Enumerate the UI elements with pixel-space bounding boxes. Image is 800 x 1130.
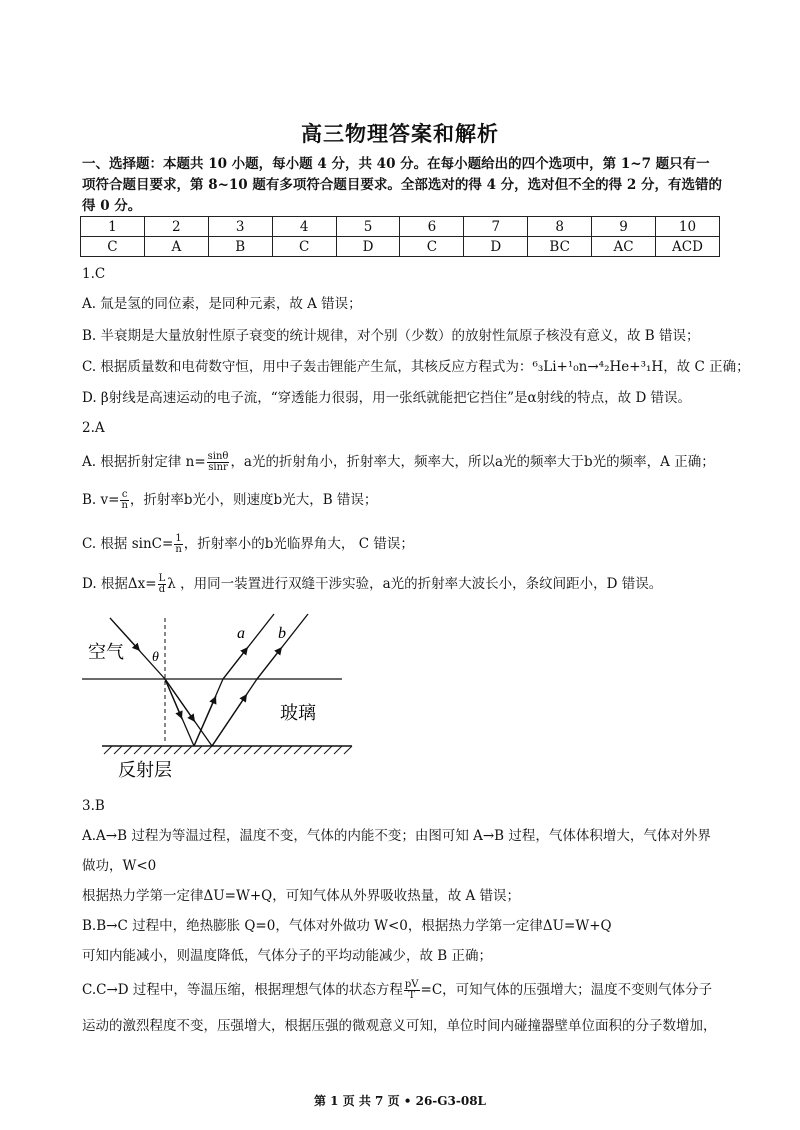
fraction-numerator: c: [121, 489, 128, 500]
fraction-numerator: L: [158, 573, 166, 584]
q1-option-b: B. 半衰期是大量放射性原子衰变的统计规律，对个别（少数）的放射性氚原子核没有意义，故 B 错误；: [82, 328, 700, 344]
fraction-denominator: n: [121, 500, 128, 511]
question-number-cell: 4: [272, 217, 336, 237]
q2-option-d: [82, 574, 732, 595]
answer-cell: D: [336, 237, 400, 257]
nuclear-equation: ⁶₃Li+¹₀n→⁴₂He+³₁H: [532, 359, 664, 375]
refraction-fraction: [207, 452, 230, 473]
answer-cell: ACD: [656, 237, 720, 257]
q3-option-b-line2: 可知内能减小，则温度降低，气体分子的平均动能减少，故 B 正确；: [82, 948, 493, 964]
state-equation-fraction: [404, 980, 420, 1001]
q2-option-c-conclusion: ，折射率小的b光临界角大， C 错误；: [183, 536, 414, 552]
q2-option-d-text: D. 根据Δx=: [82, 576, 157, 592]
fraction-denominator: T: [408, 990, 416, 1001]
question-number-cell: 9: [592, 217, 656, 237]
q2-option-b: [82, 490, 732, 511]
q3-option-c-line2: 运动的激烈程度不变，压强增大，根据压强的微观意义可知，单位时间内碰撞器壁单位面积的分子数增加，: [82, 1018, 717, 1034]
q1-option-d: D. β射线是高速运动的电子流，“穿透能力很弱，用一张纸就能把它挡住”是α射线的特点，故 D 错误。: [82, 390, 692, 406]
fringe-fraction: [158, 574, 167, 595]
speed-fraction: [120, 490, 128, 511]
fraction-denominator: d: [158, 584, 166, 595]
q2-option-a: [82, 452, 732, 473]
question-number-cell: 8: [528, 217, 592, 237]
q3-option-a-line2: 做功，W<0: [82, 858, 157, 874]
label-ray-a: a: [237, 625, 245, 642]
reflective-layer-hatch: [104, 746, 352, 754]
label-reflective-layer: 反射层: [118, 760, 172, 780]
answer-table: [80, 216, 720, 257]
answer-cell: A: [144, 237, 208, 257]
fraction-denominator: n: [175, 544, 182, 555]
q2-option-c: [82, 534, 732, 555]
answer-table-number-row: [81, 217, 720, 237]
question-number-cell: 10: [656, 217, 720, 237]
q3-option-a-line1: A.A→B 过程为等温过程，温度不变，气体的内能不变；由图可知 A→B 过程，气体体积增大，气体对外界: [82, 828, 711, 844]
refraction-diagram: [82, 606, 382, 786]
q2-heading: 2.A: [82, 420, 105, 436]
q3-option-c-line1: [82, 980, 732, 1001]
label-air: 空气: [88, 642, 124, 662]
answer-cell: BC: [528, 237, 592, 257]
question-number-cell: 3: [208, 217, 272, 237]
q2-option-a-conclusion: ，a光的折射角小，折射率大，频率大，所以a光的频率大于b光的频率，A 正确；: [230, 454, 715, 470]
page-title: 高三物理答案和解析: [301, 121, 499, 146]
question-number-cell: 1: [81, 217, 145, 237]
q2-option-a-text: A. 根据折射定律 n=: [82, 454, 206, 470]
fraction-numerator: pV: [404, 979, 419, 990]
q3-option-c-conclusion: =C，可知气体的压强增大；温度不变则气体分子: [420, 982, 713, 998]
label-glass: 玻璃: [280, 703, 316, 723]
q2-option-b-conclusion: ，折射率b光小，则速度b光大，B 错误；: [129, 492, 378, 508]
question-number-cell: 5: [336, 217, 400, 237]
answer-cell: D: [464, 237, 528, 257]
q2-option-d-conclusion: λ ，用同一装置进行双缝干涉实验，a光的折射率大波长小，条纹间距小，D 错误。: [167, 576, 663, 592]
fraction-denominator: sinr: [208, 462, 228, 473]
fraction-numerator: sinθ: [207, 451, 229, 462]
section-intro: 一、选择题：本题共 10 小题，每小题 4 分，共 40 分。在每小题给出的四个选项中，第 1~7 题只有一项符合题目要求，第 8~10 题有多项符合题目要求。全部选对的得 4 分，选对但不全的得 2 分，有选错的得 0 分。: [82, 156, 722, 214]
answer-cell: C: [400, 237, 464, 257]
q3-option-a-line3: 根据热力学第一定律ΔU=W+Q，可知气体从外界吸收热量，故 A 错误；: [82, 888, 521, 904]
critical-angle-fraction: [174, 534, 182, 555]
answer-cell: AC: [592, 237, 656, 257]
question-number-cell: 6: [400, 217, 464, 237]
answer-cell: C: [81, 237, 145, 257]
answer-cell: C: [272, 237, 336, 257]
q2-option-b-text: B. v=: [82, 492, 120, 508]
q1-option-a: A. 氚是氢的同位素，是同种元素，故 A 错误；: [82, 296, 362, 312]
q1-option-c: [82, 357, 750, 377]
answer-table-answer-row: [81, 237, 720, 257]
q2-option-c-text: C. 根据 sinC=: [82, 536, 174, 552]
fraction-numerator: 1: [175, 533, 182, 544]
question-number-cell: 2: [144, 217, 208, 237]
label-ray-b: b: [278, 625, 286, 642]
q3-heading: 3.B: [82, 798, 105, 814]
question-number-cell: 7: [464, 217, 528, 237]
q3-option-b-line1: B.B→C 过程中，绝热膨胀 Q=0，气体对外做功 W<0，根据热力学第一定律ΔU=W+Q: [82, 918, 612, 934]
q3-option-c-text: C.C→D 过程中，等温压缩，根据理想气体的状态方程: [82, 982, 403, 998]
label-theta: θ: [152, 650, 159, 665]
q1-option-c-text: C. 根据质量数和电荷数守恒，用中子轰击锂能产生氚，其核反应方程式为：: [82, 359, 533, 375]
page-footer: 第 1 页 共 7 页 • 26-G3-08L: [313, 1094, 486, 1108]
answer-cell: B: [208, 237, 272, 257]
q1-option-c-conclusion: ，故 C 正确；: [663, 359, 750, 375]
q1-heading: 1.C: [82, 266, 106, 282]
